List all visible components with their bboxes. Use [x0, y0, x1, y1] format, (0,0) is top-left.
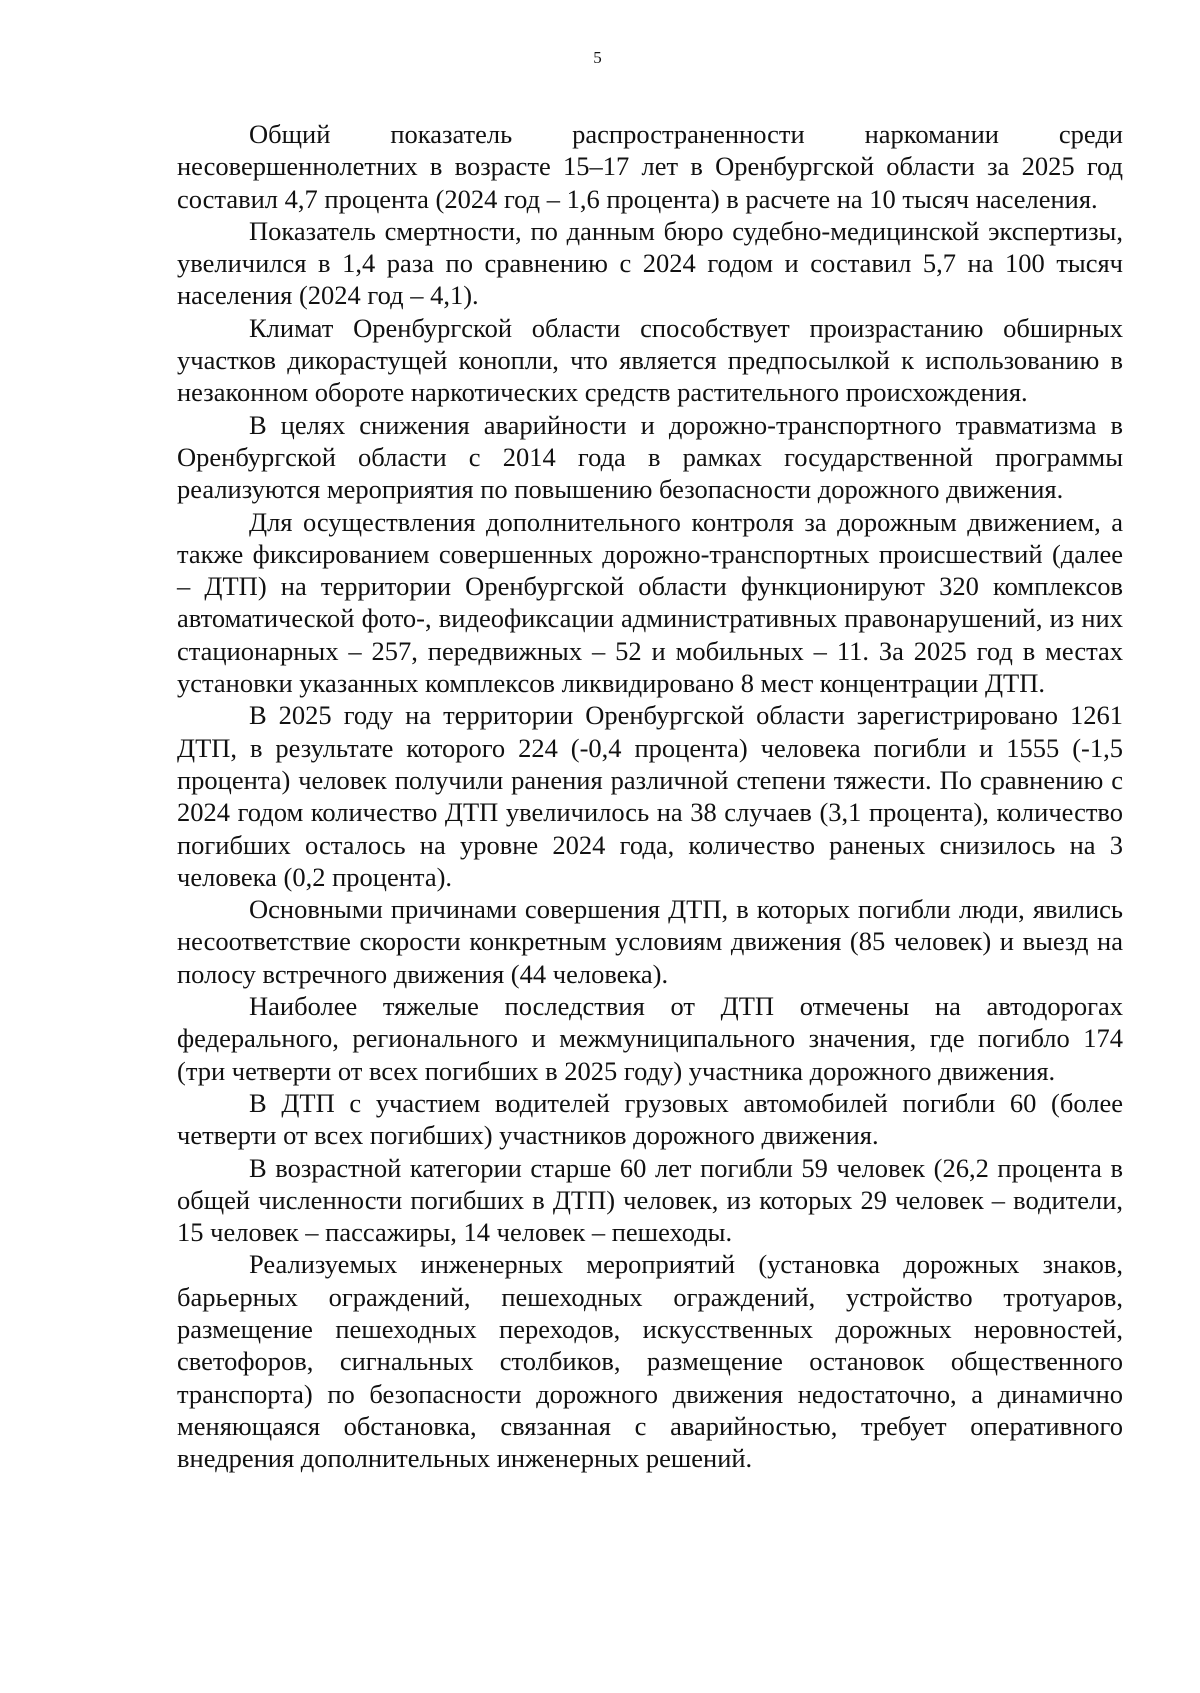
- page-number: 5: [593, 48, 602, 67]
- paragraph-accident-statistics: В 2025 году на территории Оренбургской области зарегистрировано 1261 ДТП, в результате которого 224 (-0,4 процента) человека погибли и 1555 (-1,5 процента) человек получили ранения различной степени тяжести. По сравнению с 2024 годом количество ДТП увеличилось на 38 случаев (3,1 процента), количество погибших осталось на уровне 2024 года, количество раненых снизилось на 3 человека (0,2 процента).: [177, 700, 1123, 892]
- paragraph-accident-causes: Основными причинами совершения ДТП, в которых погибли люди, явились несоответствие скорости конкретным условиям движения (85 человек) и выезд на полосу встречного движения (44 человека).: [177, 894, 1123, 989]
- paragraph-traffic-cameras: Для осуществления дополнительного контроля за дорожным движением, а также фиксированием совершенных дорожно-транспортных происшествий (далее – ДТП) на территории Оренбургской области функционируют 320 комплексов автоматической фото-, видеофиксации административных правонарушений, из них стационарных – 257, передвижных – 52 и мобильных – 11. За 2025 год в местах установки указанных комплексов ликвидировано 8 мест концентрации ДТП.: [177, 506, 1123, 699]
- paragraph-mortality-rate: Показатель смертности, по данным бюро судебно-медицинской экспертизы, увеличился в 1,4 раза по сравнению с 2024 годом и составил 5,7 на 100 тысяч населения (2024 год – 4,1).: [177, 215, 1123, 311]
- paragraph-truck-drivers: В ДТП с участием водителей грузовых автомобилей погибли 60 (более четверти от всех погибших) участников дорожного движения.: [177, 1087, 1123, 1151]
- paragraph-addiction-prevalence: Общий показатель распространенности наркомании среди несовершеннолетних в возрасте 15–17 лет в Оренбургской области за 2025 год составил 4,7 процента (2024 год – 1,6 процента) в расчете на 10 тысяч населения.: [177, 119, 1123, 214]
- paragraph-age-category: В возрастной категории старше 60 лет погибли 59 человек (26,2 процента в общей численности погибших в ДТП) человек, из которых 29 человек – водители, 15 человек – пассажиры, 14 человек – пешеходы.: [177, 1152, 1123, 1248]
- paragraph-engineering-measures: Реализуемых инженерных мероприятий (установка дорожных знаков, барьерных ограждений, пешеходных ограждений, устройство тротуаров, размещение пешеходных переходов, искусственных дорожных неровностей, светофоров, сигнальных столбиков, размещение остановок общественного транспорта) по безопасности дорожного движения недостаточно, а динамично меняющаяся обстановка, связанная с аварийностью, требует оперативного внедрения дополнительных инженерных решений.: [177, 1249, 1123, 1474]
- document-body: [177, 118, 1123, 1474]
- paragraph-climate-cannabis: Климат Оренбургской области способствует произрастанию обширных участков дикорастущей конопли, что является предпосылкой к использованию в незаконном обороте наркотических средств растительного происхождения.: [177, 312, 1123, 408]
- paragraph-severe-consequences: Наиболее тяжелые последствия от ДТП отмечены на автодорогах федерального, регионального и межмуниципального значения, где погибло 174 (три четверти от всех погибших в 2025 году) участника дорожного движения.: [177, 991, 1123, 1086]
- paragraph-road-safety-program: В целях снижения аварийности и дорожно-транспортного травматизма в Оренбургской области с 2014 года в рамках государственной программы реализуются мероприятия по повышению безопасности дорожного движения.: [177, 409, 1123, 505]
